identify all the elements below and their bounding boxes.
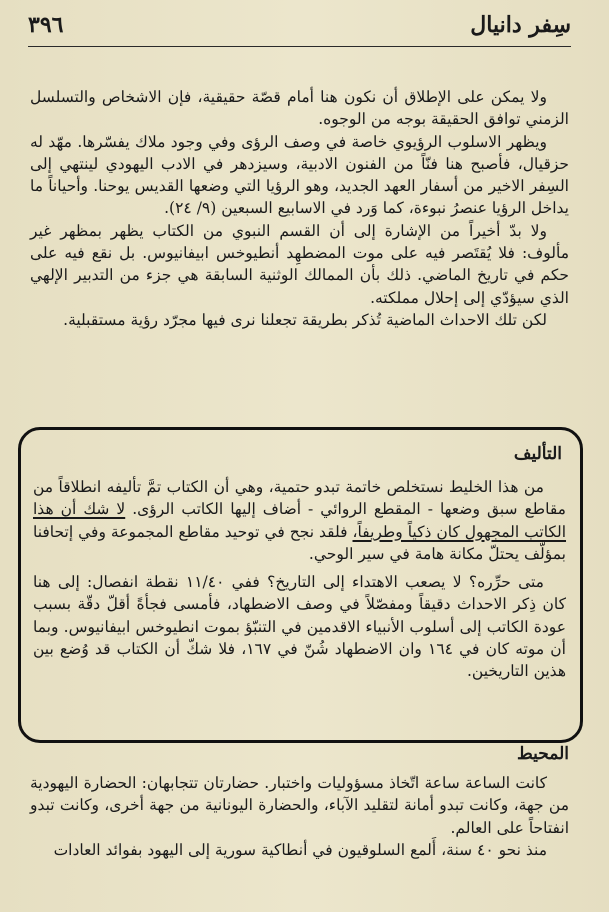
paragraph: منذ نحو ٤٠ سنة، أَلمع السلوقيون في أنطاكية سورية إلى اليهود بفوائد العادات bbox=[53, 840, 547, 859]
paragraph: متى حرِّره؟ لا يصعب الاهتداء إلى التاريخ؟ ففي ١١/٤٠ نقطة انفصال: إلى هنا كان ذِكر الاحداث دقيقاً ومفصّلاً في وصف الاضطهاد، فأمسى فجأةً أقلّ دقّة بسبب عودة الكاتب إلى أسلوب الأنبياء الاقدمين في التنبّؤ بموت انطيوخس ابيفانيوس. وبما أن موته كان في ١٦٤ وان الاضطهاد شُنّ في ١٦٧، فلا شكّ أن الكتاب قد وُضع بين هذين التاريخين. bbox=[33, 573, 566, 681]
paragraph bbox=[33, 476, 566, 565]
section-heading-milieu: المحيط bbox=[517, 744, 569, 764]
paragraph: لكن تلك الاحداث الماضية تُذكر بطريقة تجعلنا نرى فيها مجرّد رؤية مستقبلية. bbox=[63, 310, 547, 329]
paragraph: ويظهر الاسلوب الرؤيوي خاصة في وصف الرؤى وفي وجود ملاك يفسّرها. مهّد له حزقيال، فأصبح هنا فنّاً من الفنون الادبية، وسيزدهر في الادب اليهودي لينتهي إلى السِفر الاخير من أسفار العهد الجديد، وهو الرؤيا التي وضعها القديس يوحنا. وأحياناً ما يداخل الرؤيا عنصرُ نبوءة، كما وَرد في الاسابيع السبعين (٩/ ٢٤). bbox=[30, 132, 569, 218]
page-number: ٣٩٦ bbox=[28, 12, 64, 38]
running-title: سِفر دانيال bbox=[470, 12, 571, 38]
section-heading-authorship: التأليف bbox=[513, 444, 562, 464]
text-run: من هذا الخليط نستخلص خاتمة تبدو حتمية، وهي أن الكتاب تمَّ تأليفه انطلاقاً من مقاطع سبق وضعها - المقطع الروائي - أضاف إليها الكاتب الرؤى. bbox=[33, 478, 566, 519]
text-run: فلقد نجح في توحيد مقاطع المجموعة وفي إتحافنا بمؤلّف يحتلّ مكانة هامة في سير الوحي. bbox=[33, 522, 566, 563]
page-header bbox=[28, 8, 571, 48]
paragraph: كانت الساعة ساعة اتّخاذ مسؤوليات واختبار. حضارتان تتجابهان: الحضارة اليهودية من جهة، وكانت تبدو أمانة لتقليد الآباء، والحضارة اليونانية من جهة أخرى، وكانت تبدو انفتاحاً على العالم. bbox=[30, 774, 569, 837]
underlined-sentence: لا شك أن هذا الكاتب المجهول كان ذكياً وطريفاً، bbox=[33, 500, 567, 541]
paragraph: ولا يمكن على الإطلاق أن نكون هنا أمام قصّة حقيقية، فإن الاشخاص والتسلسل الزمني توافق الحقيقة بوجه من الوجوه. bbox=[30, 88, 569, 129]
header-rule bbox=[28, 46, 571, 47]
milieu-section bbox=[30, 772, 569, 861]
authorship-box bbox=[18, 427, 583, 743]
paragraph: ولا بدّ أخيراً من الإشارة إلى أن القسم النبوي من الكتاب يظهر بمظهر غير مألوف: فلا يُقتَصر فيه على موت المضطهِد أنطيوخس ابيفانيوس. بل نقع فيه على حكم في تاريخ الماضي. ذلك بأن الممالك الوثنية السابقة هي جزء من التدبير الإلهي الذي سيؤدّي إلى إحلال مملكته. bbox=[30, 221, 569, 307]
authorship-body bbox=[33, 476, 566, 683]
intro-section bbox=[30, 86, 569, 331]
